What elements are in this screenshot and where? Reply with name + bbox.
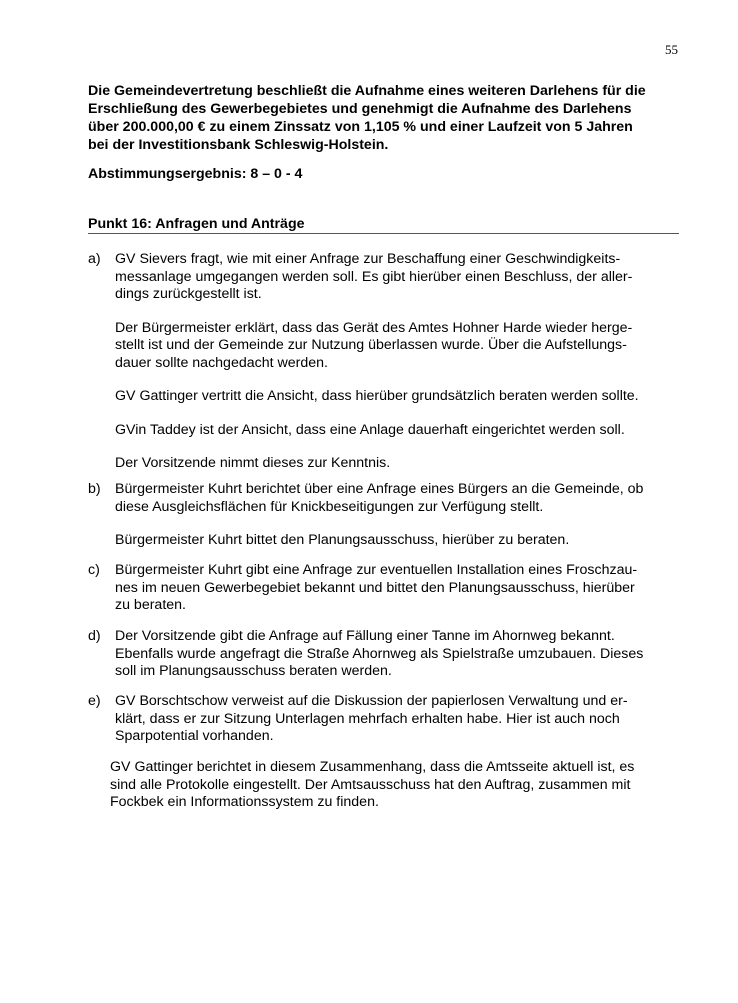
- paragraph: [115, 628, 684, 681]
- text-line: GV Sievers fragt, wie mit einer Anfrage zur Beschaffung einer Geschwindigkeits-: [115, 251, 621, 267]
- paragraph: [115, 455, 684, 473]
- paragraph: [115, 320, 684, 373]
- paragraph: [115, 693, 684, 746]
- text-line: diese Ausgleichsflächen für Knickbeseitigungen zur Verfügung stellt.: [115, 498, 544, 515]
- text-line: Die Gemeindevertretung beschließt die Aufnahme eines weiteren Darlehens für die: [88, 83, 646, 99]
- page-number: 55: [665, 42, 678, 57]
- text-line: GV Borschtschow verweist auf die Diskussion der papierlosen Verwaltung und er-: [115, 693, 628, 709]
- text-line: Bürgermeister Kuhrt bittet den Planungsausschuss, hierüber zu beraten.: [115, 532, 570, 548]
- paragraph: [115, 532, 684, 550]
- text-line: soll im Planungsausschuss beraten werden.: [115, 663, 392, 679]
- text-line: Der Bürgermeister erklärt, dass das Gerät des Amtes Hohner Harde wieder herge-: [115, 319, 633, 336]
- text-line: Fockbek ein Informationssystem zu finden.: [110, 794, 379, 810]
- list-item-c: [88, 562, 684, 615]
- list-marker: a): [88, 251, 101, 267]
- text-line: Erschließung des Gewerbegebietes und genehmigt die Aufnahme des Darlehens: [88, 101, 632, 117]
- text-line: Sparpotential vorhanden.: [115, 728, 274, 744]
- text-line: Bürgermeister Kuhrt berichtet über eine Anfrage eines Bürgers an die Gemeinde, ob: [115, 481, 644, 497]
- list-marker: b): [88, 481, 101, 497]
- text-line: klärt, dass er zur Sitzung Unterlagen mehrfach erhalten habe. Hier ist auch noch: [115, 710, 620, 727]
- text-line: zu beraten.: [115, 597, 186, 613]
- trailing-paragraph: [110, 759, 684, 812]
- paragraph: [115, 481, 684, 516]
- text-line: Der Vorsitzende nimmt dieses zur Kenntnis.: [115, 455, 391, 471]
- list-item-e: [88, 693, 684, 746]
- paragraph: [115, 388, 684, 406]
- list-marker: c): [88, 562, 100, 578]
- text-line: Ebenfalls wurde angefragt die Straße Ahornweg als Spielstraße umzubauen. Dieses: [115, 645, 644, 662]
- list-item-a: [88, 251, 684, 473]
- text-line: nes im neuen Gewerbegebiet bekannt und bittet den Planungsausschuss, hierüber: [115, 579, 635, 596]
- text-line: messanlage umgegangen werden soll. Es gibt hierüber einen Beschluss, der aller-: [115, 268, 633, 285]
- text-line: über 200.000,00 € zu einem Zinssatz von 1,105 % und einer Laufzeit von 5 Jahren: [88, 119, 633, 135]
- resolution-text: [88, 82, 684, 154]
- text-line: dauer sollte nachgedacht werden.: [115, 354, 328, 371]
- text-line: stellt ist und der Gemeinde zur Nutzung überlassen wurde. Über die Aufstellungs-: [115, 337, 627, 353]
- list-item-d: [88, 628, 684, 681]
- paragraph: [115, 251, 684, 304]
- list-marker: e): [88, 693, 101, 709]
- section-heading: Punkt 16: Anfragen und Anträge: [88, 216, 679, 234]
- text-line: Der Vorsitzende gibt die Anfrage auf Fällung einer Tanne im Ahornweg bekannt.: [115, 628, 615, 644]
- text-line: GVin Taddey ist der Ansicht, dass eine Anlage dauerhaft eingerichtet werden soll.: [115, 421, 625, 438]
- vote-result: Abstimmungsergebnis: 8 – 0 - 4: [88, 166, 303, 182]
- text-line: GV Gattinger vertritt die Ansicht, dass hierüber grundsätzlich beraten werden sollte.: [115, 388, 639, 404]
- text-line: bei der Investitionsbank Schleswig-Holstein.: [88, 137, 389, 153]
- text-line: sind alle Protokolle eingestellt. Der Amtsausschuss hat den Auftrag, zusammen mit: [110, 776, 631, 793]
- text-line: GV Gattinger berichtet in diesem Zusammenhang, dass die Amtsseite aktuell ist, es: [110, 759, 635, 775]
- list-item-b: [88, 481, 684, 550]
- text-line: dings zurückgestellt ist.: [115, 286, 262, 302]
- paragraph: [115, 562, 684, 615]
- paragraph: [115, 422, 684, 440]
- list-marker: d): [88, 628, 101, 644]
- text-line: Bürgermeister Kuhrt gibt eine Anfrage zur eventuellen Installation eines Froschzau-: [115, 562, 638, 578]
